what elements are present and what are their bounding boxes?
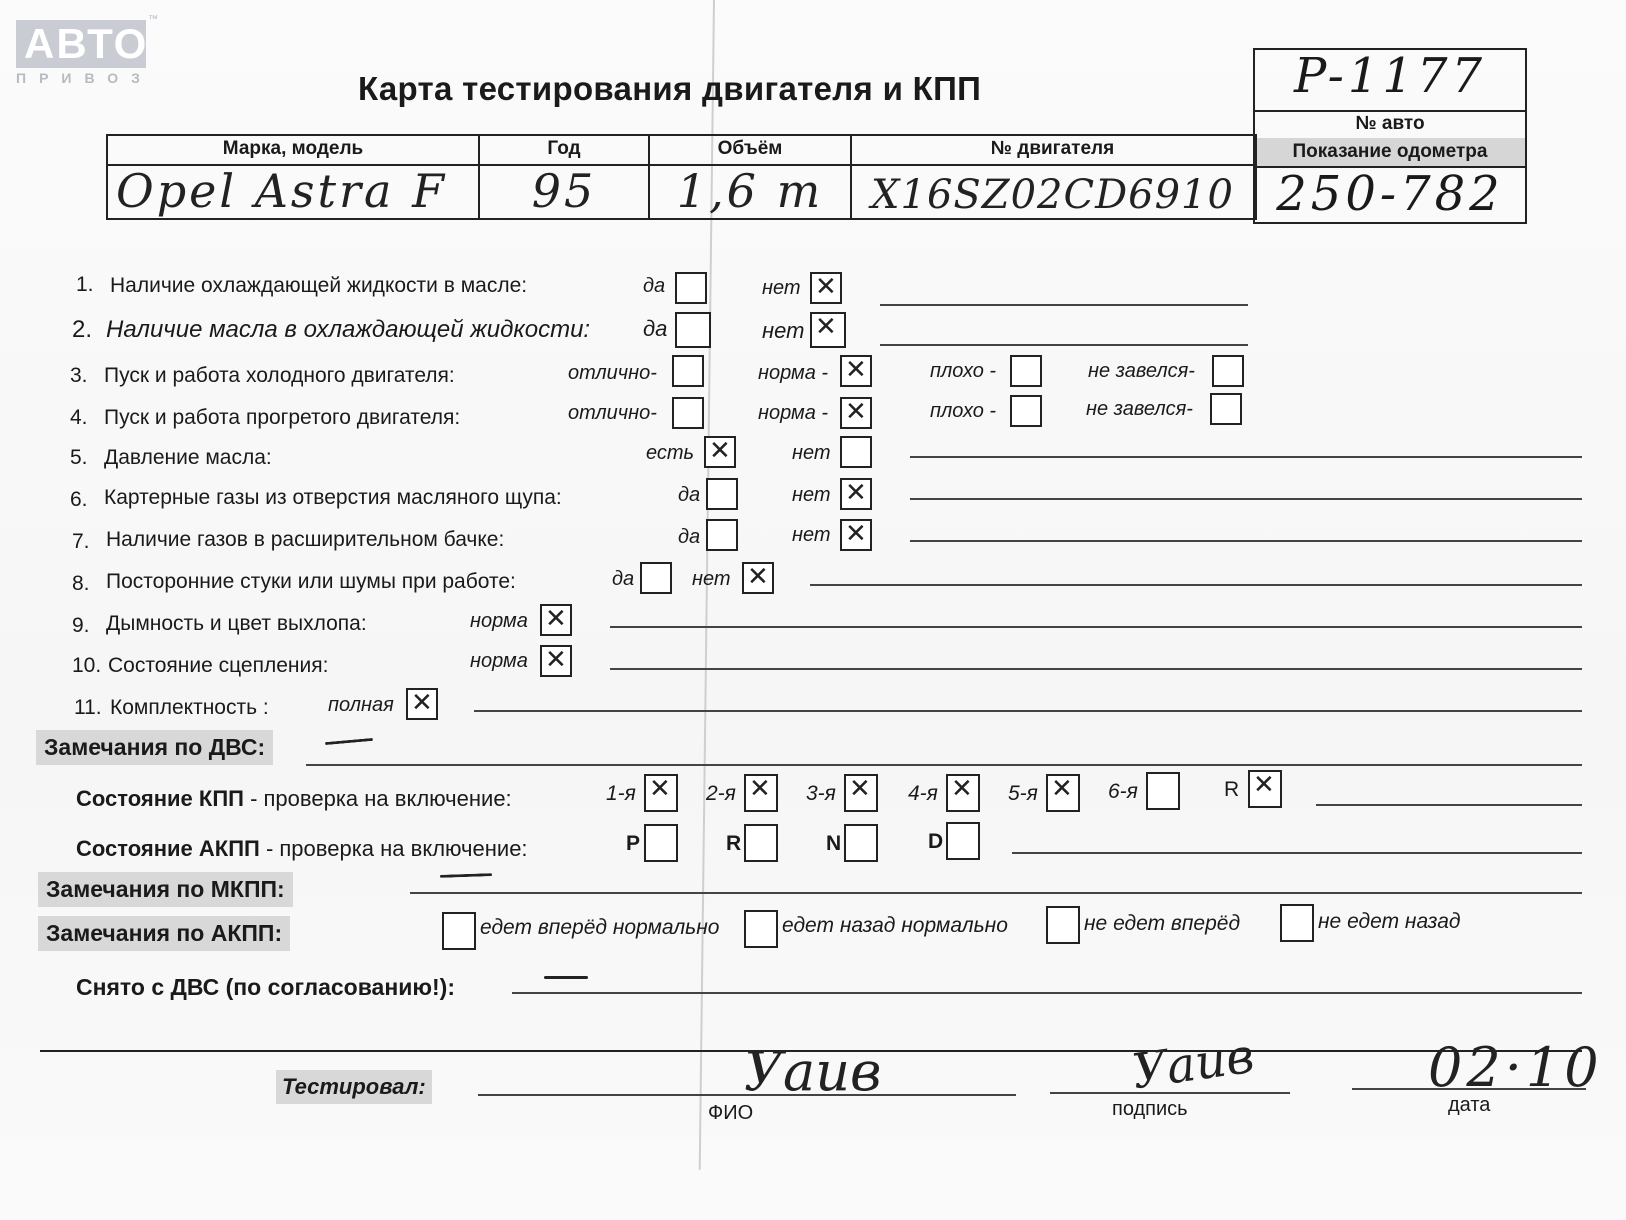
option-label: нет	[792, 442, 831, 464]
car-number-label: № авто	[1355, 113, 1425, 134]
akpp-option-label: не едет вперёд	[1084, 912, 1241, 935]
notes-line[interactable]	[910, 456, 1582, 458]
name-line[interactable]	[478, 1094, 1016, 1096]
year-label: Год	[547, 138, 581, 159]
kpp-label-rest: - проверка на включение:	[243, 786, 512, 811]
option-label: отлично-	[568, 402, 657, 424]
logo-main: АВТО	[24, 20, 149, 67]
vehicle-header-table	[106, 134, 1257, 220]
option-label: нет	[792, 524, 831, 546]
option-label: плохо -	[930, 400, 997, 422]
year-value: 95	[531, 164, 597, 218]
akpp-r-checkbox[interactable]	[744, 824, 778, 862]
akpp-d-checkbox[interactable]	[946, 822, 980, 860]
checkbox-not-started[interactable]	[1210, 393, 1242, 425]
row-number: 9.	[72, 614, 90, 637]
handwritten-dash	[440, 873, 492, 878]
question-text: Посторонние стуки или шумы при работе:	[106, 570, 516, 593]
car-number-value: P-1177	[1293, 48, 1487, 104]
removed-line[interactable]	[512, 992, 1582, 994]
akpp-gear-label: P	[626, 832, 641, 855]
option-label: да	[643, 316, 668, 341]
logo-sub: ПРИВОЗ	[16, 70, 153, 86]
dvs-remarks-label: Замечания по ДВС:	[36, 730, 273, 765]
option-label: полная	[328, 694, 394, 716]
row-number: 11.	[74, 696, 102, 719]
question-text: Наличие охлаждающей жидкости в масле:	[110, 274, 528, 297]
row-number: 1.	[76, 273, 94, 296]
date-handwriting: 02·10	[1428, 1036, 1603, 1099]
akpp-forward-ok-checkbox[interactable]	[442, 912, 476, 950]
akpp-n-checkbox[interactable]	[844, 824, 878, 862]
checkbox-yes[interactable]	[706, 519, 738, 551]
dvs-remarks-line[interactable]	[306, 764, 1582, 766]
checkbox-bad[interactable]	[1010, 395, 1042, 427]
checkbox-no[interactable]	[840, 478, 872, 510]
kpp-label-bold: Состояние КПП	[76, 786, 244, 811]
row-number: 4.	[70, 406, 88, 429]
akpp-p-checkbox[interactable]	[644, 824, 678, 862]
akpp-option-label: едет вперёд нормально	[480, 916, 720, 939]
gear-label: 2-я	[706, 782, 736, 805]
checkbox-no[interactable]	[840, 519, 872, 551]
date-line[interactable]	[1352, 1088, 1586, 1090]
tested-label: Тестировал:	[276, 1070, 432, 1104]
engine-value: X16SZ02CD6910	[871, 172, 1234, 218]
row-number: 7.	[72, 530, 90, 553]
option-label: отлично-	[568, 362, 657, 384]
signature-line[interactable]	[1050, 1092, 1290, 1094]
checkbox-excellent[interactable]	[672, 397, 704, 429]
checkbox-yes[interactable]	[706, 478, 738, 510]
gear-label: 3-я	[806, 782, 836, 805]
row-number: 6.	[70, 488, 88, 511]
akpp-label	[76, 836, 528, 862]
notes-line[interactable]	[910, 498, 1582, 500]
option-label: не завелся-	[1086, 398, 1193, 420]
gear-label: 1-я	[606, 782, 636, 805]
checkbox-not-started[interactable]	[1212, 355, 1244, 387]
option-label: плохо -	[930, 360, 997, 382]
question-text: Комплектность :	[110, 696, 269, 719]
checkbox-no[interactable]	[810, 312, 846, 348]
name-caption: ФИО	[708, 1102, 754, 1124]
odometer-label: Показание одометра	[1255, 138, 1525, 166]
akpp-label-rest: - проверка на включение:	[259, 836, 528, 861]
gear-label: 4-я	[908, 782, 938, 805]
gear-5-checkbox[interactable]	[1046, 774, 1080, 812]
model-label: Марка, модель	[222, 138, 364, 159]
akpp-no-forward-checkbox[interactable]	[1046, 906, 1080, 944]
checkbox-yes[interactable]	[640, 562, 672, 594]
gear-1-checkbox[interactable]	[644, 774, 678, 812]
gear-4-checkbox[interactable]	[946, 774, 980, 812]
checkbox-bad[interactable]	[1010, 355, 1042, 387]
notes-line[interactable]	[474, 710, 1582, 712]
notes-line[interactable]	[910, 540, 1582, 542]
akpp-no-backward-checkbox[interactable]	[1280, 904, 1314, 942]
gear-label: R	[1224, 778, 1240, 801]
question-text: Картерные газы из отверстия масляного щупа:	[104, 486, 562, 509]
date-caption: дата	[1448, 1094, 1491, 1116]
checkbox-normal[interactable]	[840, 355, 872, 387]
checkbox-yes[interactable]	[675, 312, 711, 348]
option-label: нет	[792, 484, 831, 506]
gear-6-checkbox[interactable]	[1146, 772, 1180, 810]
option-label: нет	[692, 568, 731, 590]
gear-label: 6-я	[1108, 780, 1138, 803]
notes-line[interactable]	[880, 304, 1248, 306]
checkbox-excellent[interactable]	[672, 355, 704, 387]
model-cell	[108, 136, 480, 218]
question-text: Давление масла:	[104, 446, 272, 469]
akpp-remarks-label: Замечания по АКПП:	[38, 916, 290, 951]
signature-handwriting: Уаив	[1128, 1027, 1258, 1101]
akpp-backward-ok-checkbox[interactable]	[744, 910, 778, 948]
removed-label: Снято с ДВС (по согласованию!):	[76, 974, 455, 1000]
akpp-notes-line[interactable]	[1012, 852, 1582, 854]
logo-trademark: ™	[148, 14, 158, 25]
akpp-gear-label: N	[826, 832, 842, 855]
option-label: норма	[470, 650, 528, 672]
option-label: да	[643, 275, 666, 297]
odometer-value: 250-782	[1276, 166, 1504, 222]
car-number-box	[1253, 48, 1527, 224]
option-label: да	[678, 484, 701, 506]
checkbox-normal[interactable]	[540, 645, 572, 677]
row-number: 5.	[70, 446, 88, 469]
question-text: Наличие газов в расширительном бачке:	[106, 528, 505, 551]
option-label: норма -	[758, 362, 829, 384]
form-title: Карта тестирования двигателя и КПП	[358, 70, 982, 107]
kpp-notes-line[interactable]	[1316, 804, 1582, 806]
year-cell	[480, 136, 650, 218]
option-label: да	[678, 526, 701, 548]
option-label: есть	[646, 442, 695, 464]
row-number: 8.	[72, 572, 90, 595]
question-text: Дымность и цвет выхлопа:	[106, 612, 367, 635]
akpp-gear-label: D	[928, 830, 944, 853]
engine-label: № двигателя	[990, 138, 1115, 159]
logo	[16, 20, 153, 86]
option-label: нет	[762, 318, 805, 343]
question-text: Наличие масла в охлаждающей жидкости:	[106, 316, 591, 343]
option-label: норма	[470, 610, 528, 632]
gear-reverse-checkbox[interactable]	[1248, 770, 1282, 808]
checkbox-normal[interactable]	[540, 604, 572, 636]
row-number: 2.	[72, 316, 93, 343]
checkbox-normal[interactable]	[840, 397, 872, 429]
checkbox-no[interactable]	[810, 272, 842, 304]
signature-caption: подпись	[1112, 1098, 1188, 1120]
handwritten-dash	[325, 738, 373, 745]
model-value: Opel Astra F	[116, 164, 447, 218]
question-text: Состояние сцепления:	[108, 654, 329, 677]
option-label: норма -	[758, 402, 829, 424]
kpp-label	[76, 786, 512, 812]
notes-line[interactable]	[810, 584, 1582, 586]
option-label: нет	[762, 277, 801, 299]
checkbox-no[interactable]	[742, 562, 774, 594]
gear-3-checkbox[interactable]	[844, 774, 878, 812]
question-text: Пуск и работа холодного двигателя:	[104, 364, 455, 387]
mkpp-remarks-label: Замечания по МКПП:	[38, 872, 293, 907]
tester-name-handwriting: Уаив	[744, 1040, 882, 1103]
engine-cell	[852, 136, 1253, 218]
volume-value: 1,6 m	[676, 164, 824, 218]
volume-cell	[650, 136, 852, 218]
checkbox-present[interactable]	[704, 436, 736, 468]
akpp-gear-label: R	[726, 832, 742, 855]
notes-line[interactable]	[880, 344, 1248, 346]
handwritten-dash	[544, 976, 588, 979]
gear-2-checkbox[interactable]	[744, 774, 778, 812]
akpp-option-label: едет назад нормально	[782, 914, 1008, 937]
option-label: да	[612, 568, 635, 590]
question-text: Пуск и работа прогретого двигателя:	[104, 406, 461, 429]
checkbox-absent[interactable]	[840, 436, 872, 468]
volume-label: Объём	[717, 138, 783, 159]
gear-label: 5-я	[1008, 782, 1038, 805]
checkbox-yes[interactable]	[675, 272, 707, 304]
row-number: 3.	[70, 364, 88, 387]
option-label: не завелся-	[1088, 360, 1195, 382]
akpp-option-label: не едет назад	[1318, 910, 1461, 933]
checkbox-complete[interactable]	[406, 688, 438, 720]
row-number: 10.	[72, 654, 102, 677]
notes-line[interactable]	[610, 668, 1582, 670]
akpp-label-bold: Состояние АКПП	[76, 836, 260, 861]
notes-line[interactable]	[610, 626, 1582, 628]
mkpp-remarks-line[interactable]	[410, 892, 1582, 894]
